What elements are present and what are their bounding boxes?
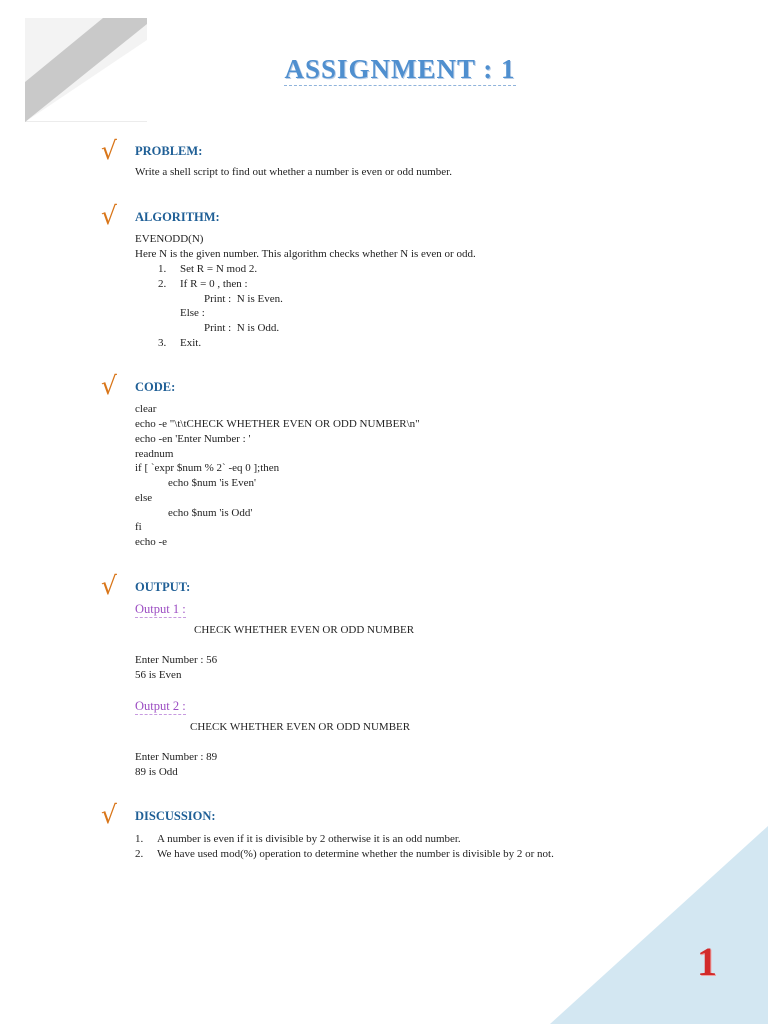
- code-line: echo -e "\t\tCHECK WHETHER EVEN OR ODD NUMBER\n": [135, 418, 420, 430]
- code-heading: CODE:: [135, 380, 176, 394]
- output-2-result: 89 is Odd: [135, 766, 178, 778]
- algorithm-intro: Here N is the given number. This algorithm checks whether N is even or odd.: [135, 248, 476, 260]
- algorithm-print-odd: Print : N is Odd.: [204, 322, 280, 334]
- check-icon: √: [101, 371, 117, 400]
- code-line: readnum: [135, 448, 174, 460]
- check-icon: √: [101, 136, 117, 165]
- output-2-prompt: Enter Number : 89: [135, 751, 218, 763]
- code-line: echo -en 'Enter Number : ': [135, 433, 251, 445]
- page-title: ASSIGNMENT : 1: [284, 54, 516, 84]
- algorithm-else: Else :: [180, 307, 205, 319]
- algorithm-name: EVENODD(N): [135, 233, 204, 245]
- code-line: echo -e: [135, 536, 168, 548]
- algorithm-step-number: 1.: [158, 263, 167, 275]
- algorithm-step-number: 2.: [158, 278, 167, 290]
- discussion-item-number: 2.: [135, 848, 144, 860]
- discussion-item: We have used mod(%) operation to determine whether the number is divisible by 2 or not.: [157, 848, 554, 860]
- code-line: echo $num 'is Odd': [135, 507, 253, 519]
- discussion-item: A number is even if it is divisible by 2 otherwise it is an odd number.: [157, 833, 461, 845]
- output-heading: OUTPUT:: [135, 580, 191, 594]
- corner-decoration-bottom-right: [550, 826, 768, 1024]
- discussion-heading: DISCUSSION:: [135, 809, 216, 823]
- algorithm-step-number: 3.: [158, 337, 167, 349]
- output-2-label: Output 2 :: [135, 699, 186, 713]
- output-1-result: 56 is Even: [135, 669, 182, 681]
- code-line: fi: [135, 521, 142, 533]
- algorithm-step: Set R = N mod 2.: [180, 263, 258, 275]
- problem-text: Write a shell script to find out whether a number is even or odd number.: [135, 166, 452, 178]
- algorithm-heading: ALGORITHM:: [135, 210, 220, 224]
- code-line: clear: [135, 403, 157, 415]
- discussion-item-number: 1.: [135, 833, 144, 845]
- page-number: 1: [697, 939, 717, 984]
- algorithm-step: If R = 0 , then :: [180, 278, 248, 290]
- algorithm-print-even: Print : N is Even.: [204, 293, 283, 305]
- check-icon: √: [101, 201, 117, 230]
- check-icon: √: [101, 571, 117, 600]
- output-1-label: Output 1 :: [135, 602, 186, 616]
- output-1-banner: CHECK WHETHER EVEN OR ODD NUMBER: [194, 624, 415, 636]
- output-2-banner: CHECK WHETHER EVEN OR ODD NUMBER: [190, 721, 411, 733]
- problem-heading: PROBLEM:: [135, 144, 203, 158]
- output-1-prompt: Enter Number : 56: [135, 654, 218, 666]
- code-line: else: [135, 492, 153, 504]
- algorithm-step: Exit.: [180, 337, 202, 349]
- code-line: echo $num 'is Even': [135, 477, 256, 489]
- check-icon: √: [101, 800, 117, 829]
- code-line: if [ `expr $num % 2` -eq 0 ];then: [135, 462, 280, 474]
